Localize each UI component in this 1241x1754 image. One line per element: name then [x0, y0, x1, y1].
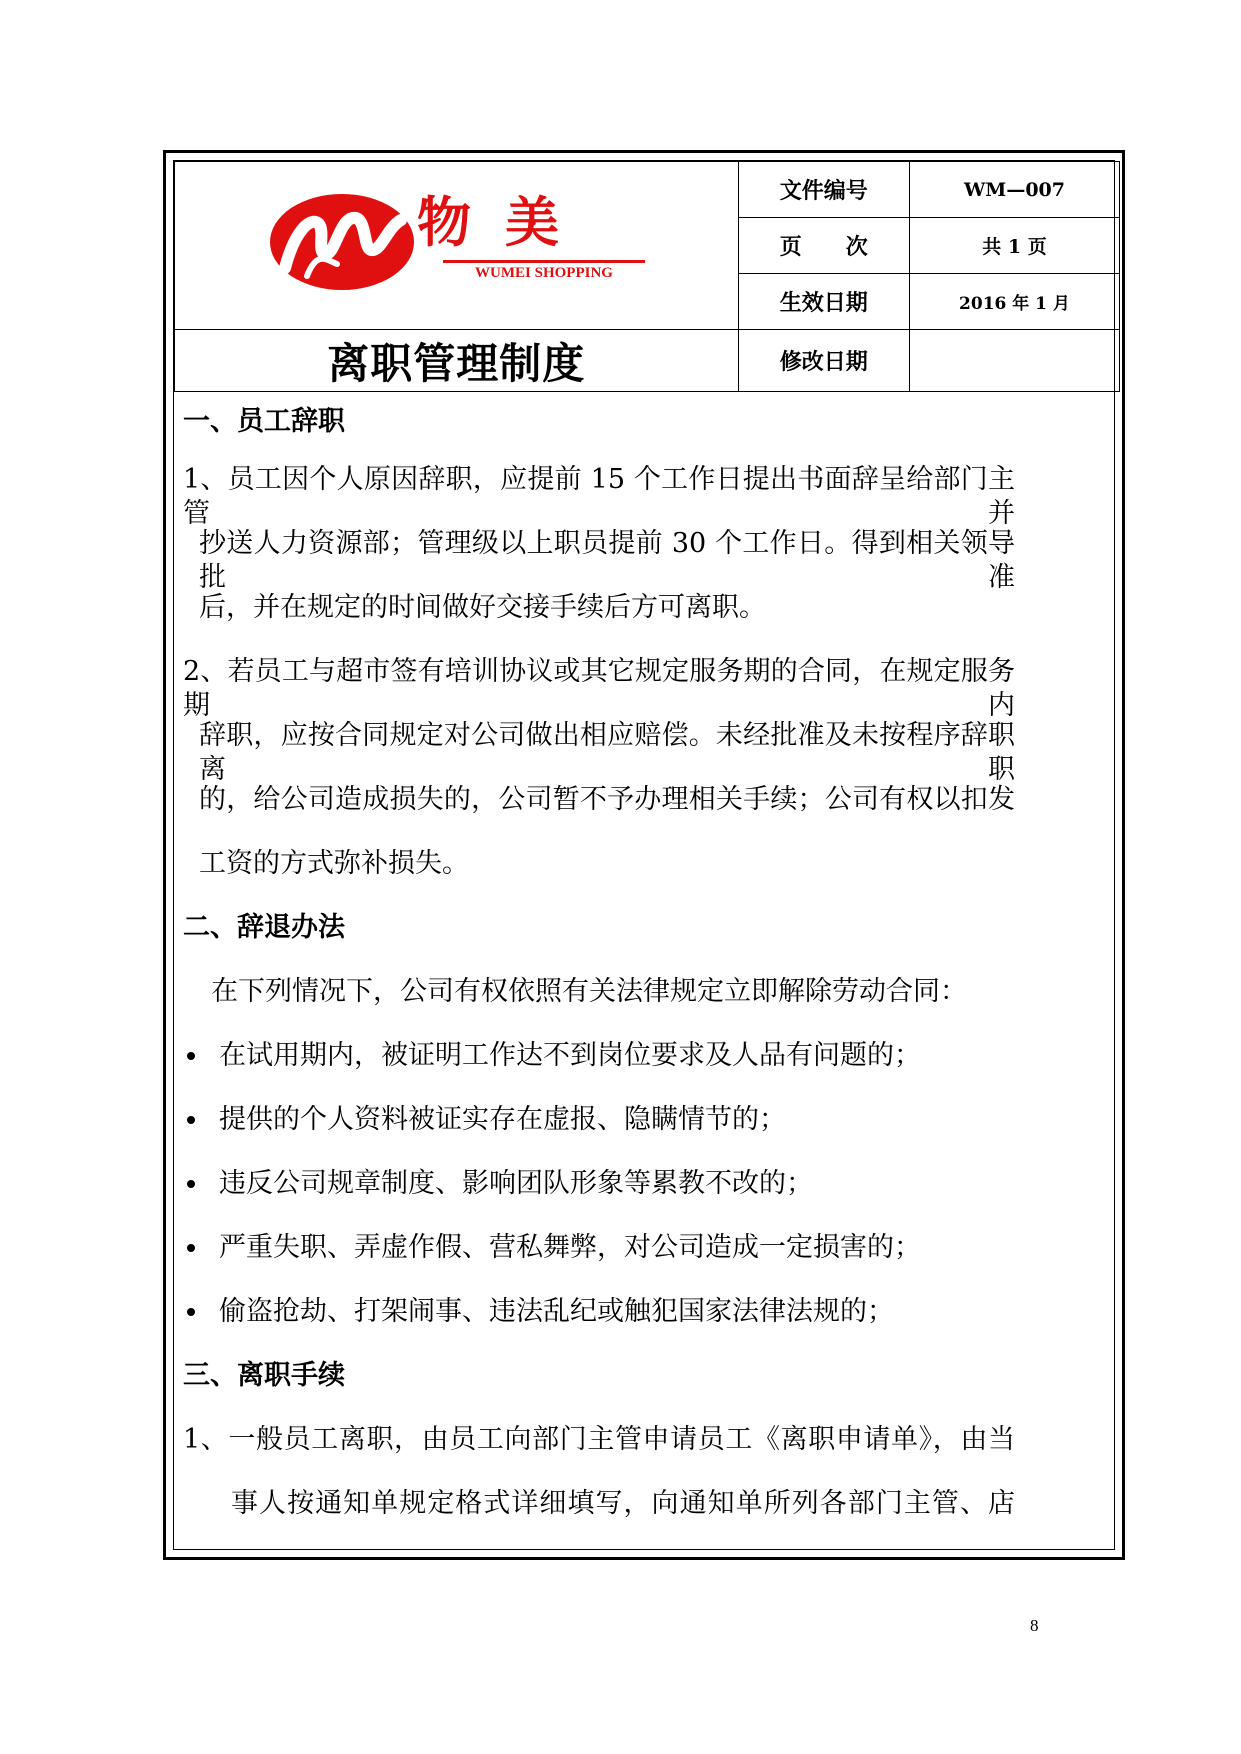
header-table [174, 161, 1120, 392]
paragraph-line: 1、员工因个人原因辞职，应提前 15 个工作日提出书面辞呈给部门主管并 [183, 464, 1015, 529]
bullet-icon [187, 1308, 195, 1316]
bullet-icon [187, 1244, 195, 1252]
bullet-icon [187, 1180, 195, 1188]
field-value-effective-date: 2016 年 1 月 [909, 274, 1119, 330]
list-item: 违反公司规章制度、影响团队形象等累教不改的； [219, 1168, 813, 1199]
field-label-doc-number: 文件编号 [738, 162, 909, 218]
list-item: 在试用期内，被证明工作达不到岗位要求及人品有问题的； [219, 1040, 921, 1071]
field-label-effective-date: 生效日期 [738, 274, 909, 330]
paragraph-line: 辞职，应按合同规定对公司做出相应赔偿。未经批准及未按程序辞职离职 [199, 720, 1015, 785]
list-item: 提供的个人资料被证实存在虚报、隐瞒情节的； [219, 1104, 786, 1135]
paragraph-line: 后，并在规定的时间做好交接手续后方可离职。 [199, 592, 766, 623]
field-value-revision-date [909, 330, 1119, 392]
field-value-page: 共 1 页 [909, 218, 1119, 274]
brand-name-cn: 物美 [417, 191, 593, 254]
paragraph-line: 的，给公司造成损失的，公司暂不予办理相关手续；公司有权以扣发 [199, 784, 1015, 815]
list-item: 偷盗抢劫、打架闹事、违法乱纪或触犯国家法律法规的； [219, 1296, 894, 1327]
paragraph-line: 抄送人力资源部；管理级以上职员提前 30 个工作日。得到相关领导批准 [199, 528, 1015, 593]
company-logo [267, 190, 647, 300]
bullet-icon [187, 1052, 195, 1060]
bullet-icon [187, 1116, 195, 1124]
section-title: 三、离职手续 [183, 1360, 345, 1391]
document-frame [163, 150, 1125, 1560]
section-title: 二、辞退办法 [183, 912, 345, 943]
document-inner-frame [173, 160, 1115, 1550]
section-intro: 在下列情况下，公司有权依照有关法律规定立即解除劳动合同： [211, 976, 967, 1007]
wumei-logo-icon [267, 190, 417, 294]
field-value-doc-number: WM—007 [909, 162, 1119, 218]
paragraph-line: 事人按通知单规定格式详细填写，向通知单所列各部门主管、店 [231, 1488, 1015, 1519]
paragraph-line: 1、一般员工离职，由员工向部门主管申请员工《离职申请单》，由当 [183, 1424, 1015, 1455]
field-label-revision-date: 修改日期 [738, 330, 909, 392]
brand-name-en: WUMEI SHOPPING [443, 260, 645, 283]
section-title: 一、员工辞职 [183, 406, 345, 437]
page-number: 8 [1030, 1616, 1039, 1635]
paragraph-line: 2、若员工与超市签有培训协议或其它规定服务期的合同，在规定服务期内 [183, 656, 1015, 721]
document-title: 离职管理制度 [175, 330, 739, 392]
paragraph-line: 工资的方式弥补损失。 [199, 848, 469, 879]
logo-cell [175, 162, 739, 330]
list-item: 严重失职、弄虚作假、营私舞弊，对公司造成一定损害的； [219, 1232, 921, 1263]
field-label-page: 页 次 [738, 218, 909, 274]
